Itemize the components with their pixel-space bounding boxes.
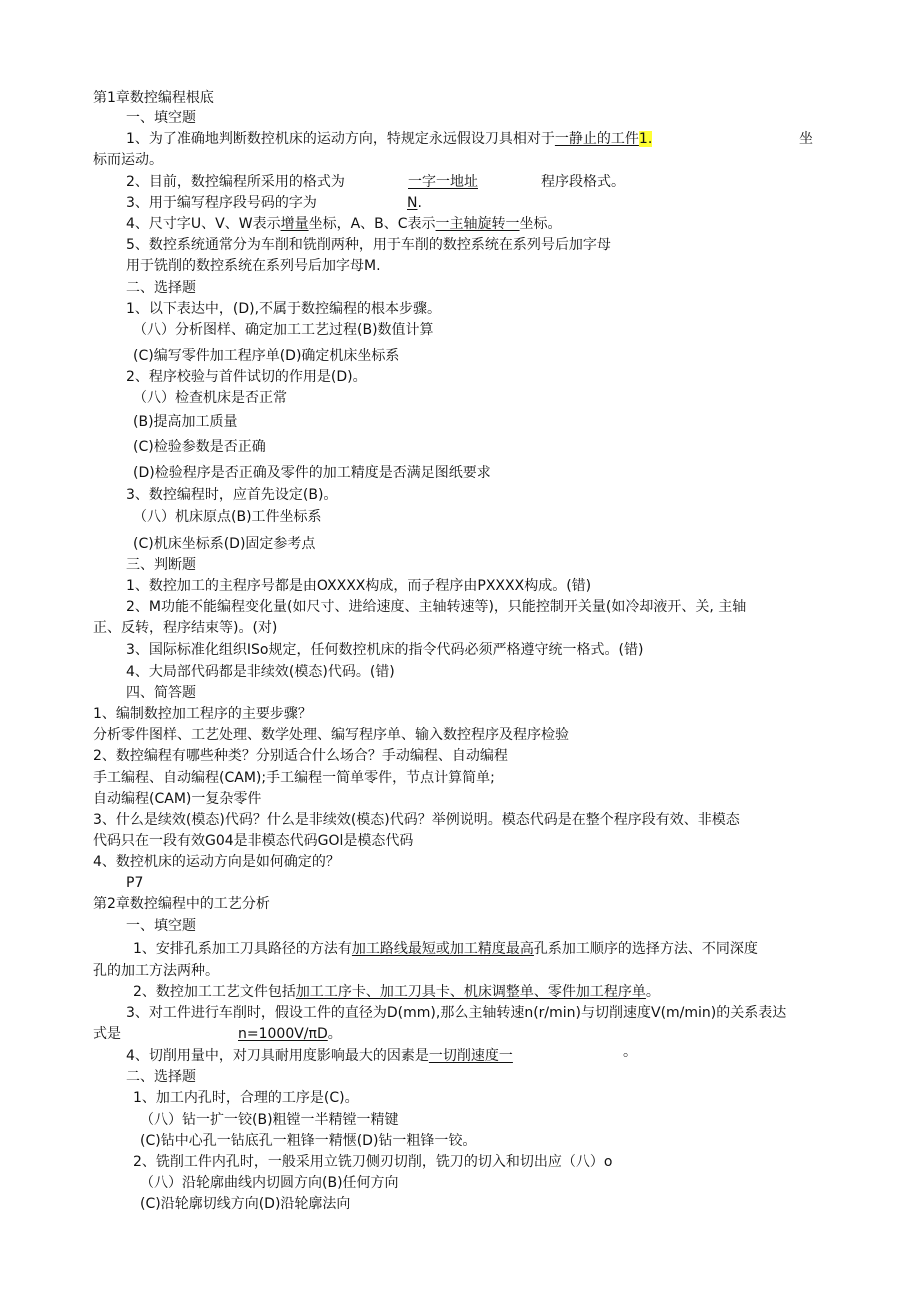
short-q1: 1、编制数控加工程序的主要步骤？ [93,706,312,722]
section-choice-1: 二、选择题 [126,280,196,296]
section-short-answer: 四、简答题 [126,685,196,701]
fill2-q1-cont: 孔的加工方法两种。 [93,963,219,979]
judge-q4: 4、大局部代码都是非续效(模态)代码。(错) [126,664,395,680]
fill-q1-cont: 标而运动。 [93,152,163,168]
answer-blank: 一切削速度一 [428,1048,513,1064]
fill-q3-answer: N. [407,195,422,211]
short-a1: 分析零件图样、工艺处理、数学处理、编写程序单、输入数控程序及程序检验 [93,727,569,743]
choice-q1: 1、以下表达中，(D),不属于数控编程的根本步骤。 [126,301,442,317]
answer-blank: 加工工序卡、加工刀具卡、机床调整单、零件加工程序单 [295,984,646,1000]
highlight-mark: 1. [638,131,653,147]
answer-blank: 增量 [280,216,309,232]
fill2-q4-end: 。 [623,1044,637,1060]
answer-blank: 加工路线最短 [351,941,436,957]
answer-blank: 一主轴旋转一 [435,216,520,232]
choice-q2-option-b: (B)提高加工质量 [133,414,238,430]
fill-q1-end: 坐 [799,131,813,147]
fill-q3-text: 3、用于编写程序段号码的字为 [126,195,317,211]
chapter-2-title: 第2章数控编程中的工艺分析 [93,896,270,912]
judge-q2-cont: 正、反转，程序结束等)。(对) [93,620,278,636]
short-q2: 2、数控编程有哪些种类？分别适合什么场合？手动编程、自动编程 [93,748,508,764]
section-choice-2: 二、选择题 [126,1069,196,1085]
fill-q4: 4、尺寸字U、V、W表示增量坐标，A、B、C表示一主轴旋转一坐标。 [126,216,562,232]
choice2-q1-options-cd: (C)钻中心孔一钻底孔一粗锋一精惬(D)钻一粗锋一铰。 [140,1133,477,1149]
fill-q5-cont: 用于铣削的数控系统在系列号后加字母M. [126,258,381,274]
short-a2-line2: 自动编程(CAM)一复杂零件 [93,791,262,807]
choice-q3: 3、数控编程时，应首先设定(B)。 [126,487,338,503]
judge-q1: 1、数控加工的主程序号都是由OXXXX构成，而子程序由PXXXX构成。(错) [126,578,592,594]
choice-q3-options-ab: （八）机床原点(B)工件坐标系 [133,509,322,525]
section-fill-blank-2: 一、填空题 [126,918,196,934]
answer-blank: 加工精度最高 [449,941,534,957]
short-q4: 4、数控机床的运动方向是如何确定的？ [93,854,340,870]
short-q3-cont: 代码只在一段有效G04是非模态代码GOl是模态代码 [93,833,414,849]
choice-q2-option-c: (C)检验参数是否正确 [133,439,266,455]
fill2-q3-answer: n=1000V/πD。 [238,1026,342,1042]
choice-q2-option-d: (D)检验程序是否正确及零件的加工精度是否满足图纸要求 [133,465,491,481]
fill2-q3-prefix: 式是 [93,1026,121,1042]
choice-q1-options-ab: （八）分析图样、确定加工工艺过程(B)数值计算 [133,322,434,338]
judge-q2: 2、M功能不能编程变化量(如尺寸、进给速度、主轴转速等)，只能控制开关量(如冷却液开、关, 主轴 [126,599,747,615]
fill-q1: 1、为了准确地判断数控机床的运动方向，特规定永远假设刀具相对于一静止的工件1. [126,131,653,147]
fill-q5: 5、数控系统通常分为车削和铣削两种，用于车削的数控系统在系列号后加字母 [126,237,611,253]
choice2-q2-options-ab: （八）沿轮廓曲线内切圆方向(B)任何方向 [140,1175,399,1191]
fill2-q1: 1、安排孔系加工刀具路径的方法有加工路线最短或加工精度最高孔系加工顺序的选择方法、不同深度 [133,941,758,957]
fill2-q4: 4、切削用量中，对刀具耐用度影响最大的因素是一切削速度一 [126,1048,513,1064]
short-a4: P7 [126,875,144,891]
judge-q3: 3、国际标准化组织ISo规定，任何数控机床的指令代码必须严格遵守统一格式。(错) [126,642,644,658]
choice2-q2: 2、铣削工件内孔时，一般采用立铣刀侧刃切削，铣刀的切入和切出应（八）o [133,1154,613,1170]
choice-q1-options-cd: (C)编写零件加工程序单(D)确定机床坐标系 [133,348,400,364]
fill-q2-text: 2、目前，数控编程所采用的格式为 [126,174,345,190]
choice-q3-options-cd: (C)机床坐标系(D)固定参考点 [133,536,316,552]
answer-blank: n=1000V/πD [238,1026,328,1042]
choice2-q2-options-cd: (C)沿轮廓切线方向(D)沿轮廓法向 [140,1196,351,1212]
fill2-q3: 3、对工件进行车削时，假设工件的直径为D(mm),那么主轴转速n(r/min)与切削速度V(m/min)的关系表达 [126,1005,787,1021]
fill-q2-end: 程序段格式。 [541,174,625,190]
short-q3: 3、什么是续效(模态)代码？什么是非续效(模态)代码？举例说明。模态代码是在整个程序段有效、非模态 [93,812,740,828]
choice-q2-option-a: （八）检查机床是否正常 [133,390,287,406]
choice-q2: 2、程序校验与首件试切的作用是(D)。 [126,369,367,385]
section-fill-blank-1: 一、填空题 [126,110,196,126]
choice2-q1: 1、加工内孔时，合理的工序是(C)。 [133,1090,359,1106]
chapter-1-title: 第1章数控编程根底 [93,90,214,106]
answer-blank: 一字一地址 [408,174,478,190]
section-judge: 三、判断题 [126,557,196,573]
short-a2-line1: 手工编程、自动编程(CAM);手工编程一简单零件，节点计算简单; [93,770,495,786]
answer-blank: 一静止的工件 [554,131,639,147]
answer-blank: N [407,195,418,211]
fill2-q2: 2、数控加工工艺文件包括加工工序卡、加工刀具卡、机床调整单、零件加工程序单。 [133,984,660,1000]
choice2-q1-options-ab: （八）钻一扩一铰(B)粗镗一半精镗一精键 [140,1112,399,1128]
